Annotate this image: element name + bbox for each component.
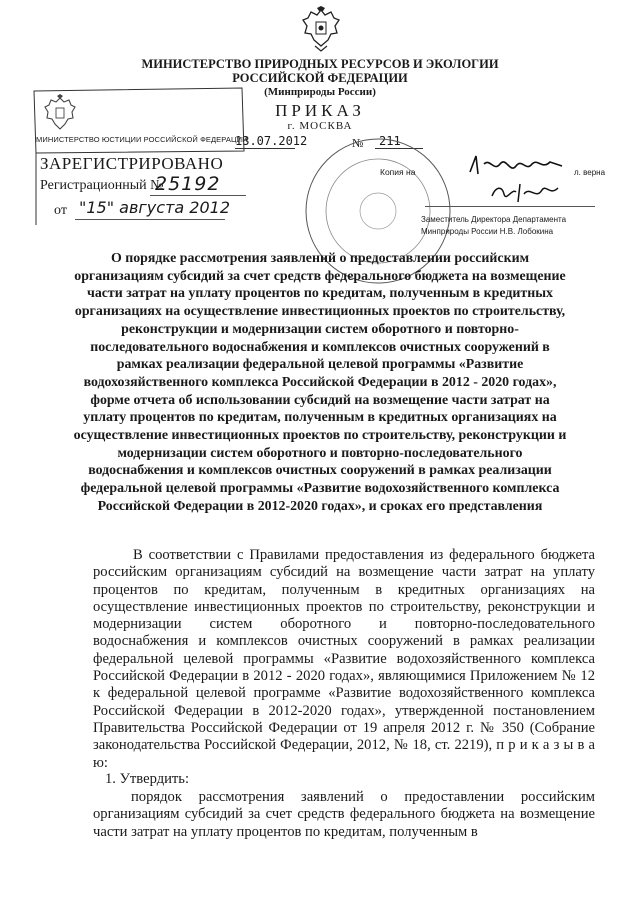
registration-number-label: Регистрационный №	[40, 178, 164, 193]
registration-title: ЗАРЕГИСТРИРОВАНО	[40, 154, 224, 173]
preamble-paragraph: В соответствии с Правилами предоставления из федерального бюджета российским организациям субсидий на возмещение части затрат на уплату процентов по кредитам, полученным в кредитных организациях на осуществление инвестиционных проектов по строительству, реконструкции и модернизации систем оборотного и повторно-последовательного водоснабжения и комплексов очистных сооружений в рамках реализации федеральной целевой программы «Развитие водохозяйственного комплекса Российской Федерации в 2012 - 2020 годах», являющимися Приложением № 12 к федеральной целевой программе «Развитие водохозяйственного комплекса Российской Федерации в 2012-2020 годах», утвержденной постановлением Правительства Российской Федерации от 19 апреля 2012 г. № 350 (Собрание законодательства Российской Федерации, 2012, № 18, ст. 2219), п р и к а з ы в а ю:	[93, 547, 595, 771]
registration-number-underline	[150, 195, 246, 196]
document-type: ПРИКАЗ	[275, 101, 365, 120]
document-date: 13.07.2012	[235, 134, 308, 148]
ministry-name-line2: РОССИЙСКОЙ ФЕДЕРАЦИИ	[232, 71, 408, 85]
number-sign: №	[352, 136, 364, 150]
coat-of-arms-emblem	[301, 6, 341, 52]
copy-stamp-official: Минприроды России Н.В. Лобокина	[421, 227, 554, 236]
registration-date-label: от	[54, 203, 67, 218]
document-title: О порядке рассмотрения заявлений о предоставлении российским организациям субсидий за счет средств федерального бюджета на возмещение части затрат на уплату процентов по кредитам, полученным в кредитных организациях на осуществление инвестиционных проектов по строительству, реконструкции и модернизации систем оборотного и повторно-последовательного водоснабжения и комплексов очистных сооружений в рамках реализации федеральной целевой программы «Развитие водохозяйственного комплекса Российской Федерации в 2012 - 2020 годах», форме отчета об использовании субсидий на возмещение части затрат на уплату процентов по кредитам, полученным в кредитных организациях на осуществление инвестиционных проектов по строительству, реконструкции и модернизации систем оборотного и повторно-последовательного водоснабжения и комплексов очистных сооружений в рамках реализации федеральной целевой программы «Развитие водохозяйственного комплекса Российской Федерации в 2012-2020 годах», и сроках его представления	[73, 251, 567, 514]
document-number: 211	[375, 134, 423, 149]
document-city: г. МОСКВА	[287, 120, 353, 132]
handwritten-signature-top	[466, 152, 566, 180]
registration-ministry: МИНИСТЕРСТВО ЮСТИЦИИ РОССИЙСКОЙ ФЕДЕРАЦИИ	[36, 135, 248, 144]
registration-emblem	[42, 94, 78, 134]
copy-stamp-position: Заместитель Директора Департамента	[421, 215, 567, 224]
ministry-name-line1: МИНИСТЕРСТВО ПРИРОДНЫХ РЕСУРСОВ И ЭКОЛОГИИ	[141, 57, 499, 71]
ministry-short-name: (Минприроды России)	[264, 86, 376, 98]
approved-procedure-paragraph: порядок рассмотрения заявлений о предоставлении российским организациям субсидий за счет средств федерального бюджета на возмещение части затрат на уплату процентов по кредитам, полученным в	[93, 789, 595, 840]
copy-stamp-label: Копия на	[380, 167, 416, 177]
registration-date: "15" августа 2012	[79, 198, 230, 217]
copy-stamp-underline	[425, 206, 595, 207]
copy-stamp-sheets: л. верна	[574, 168, 606, 177]
item-1-heading: 1. Утвердить:	[105, 771, 190, 787]
handwritten-signature-bottom	[488, 178, 568, 206]
registration-date-underline	[75, 219, 225, 220]
registration-number: 25192	[155, 173, 221, 195]
